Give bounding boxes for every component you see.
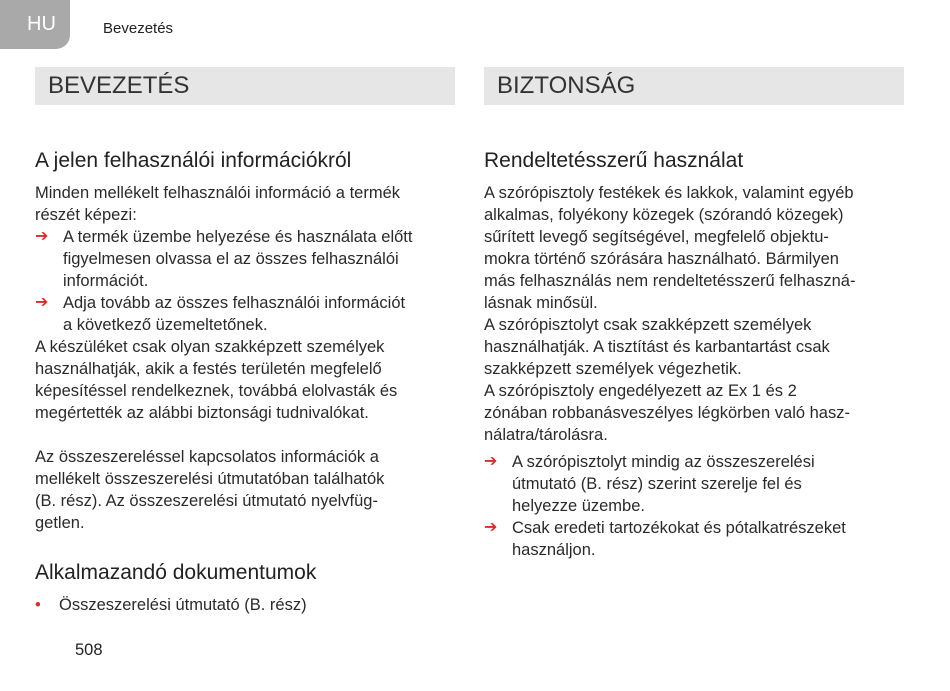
running-head: Bevezetés	[103, 20, 174, 37]
paragraph: A készüléket csak olyan szakképzett személyek használhatják, akik a festés területén megfelelő képesítéssel rendelkeznek, továbbá elolvasták és megértették az alábbi biztonsági tudnivalókat.	[35, 338, 398, 422]
paragraph: A szórópisztolyt csak szakképzett személyek használhatják. A tisztítást és karbantartást csak szakképzett személyek végezhetik.	[484, 316, 830, 378]
section-banner-introduction: BEVEZETÉS	[35, 67, 455, 105]
section-banner-safety: BIZTONSÁG	[484, 67, 904, 105]
arrow-right-icon: ➔	[484, 519, 498, 536]
paragraph: Az összeszereléssel kapcsolatos információk a mellékelt összeszerelési útmutatóban találhatók (B. rész). Az összeszerelési útmutató nyelvfüg- getlen.	[35, 448, 385, 532]
heading-about-user-info: A jelen felhasználói információkról	[35, 149, 352, 172]
page-number: 508	[75, 641, 103, 659]
arrow-right-icon: ➔	[35, 228, 49, 245]
arrow-right-icon: ➔	[484, 453, 498, 470]
bullet-icon: •	[35, 596, 41, 614]
heading-applicable-documents: Alkalmazandó dokumentumok	[35, 561, 317, 584]
right-column	[484, 148, 914, 561]
left-column	[35, 148, 460, 616]
document-item: • Összeszerelési útmutató (B. rész)	[35, 596, 307, 614]
instruction-list	[484, 451, 914, 561]
instruction-list	[35, 226, 460, 336]
paragraph: A szórópisztoly festékek és lakkok, valamint egyéb alkalmas, folyékony közegek (szórandó közegek) sűrített levegő segítségével, megfelelő objektu- mokra történő szórására használható. Bármilyen más felhasználás nem rendeltetésszerű felhaszná- lásnak minősül.	[484, 184, 856, 312]
paragraph: A szórópisztoly engedélyezett az Ex 1 és 2 zónában robbanásveszélyes légkörben való hasz- nálatra/tárolásra.	[484, 382, 850, 444]
instruction-item: ➔ A szórópisztolyt mindig az összeszerelési útmutató (B. rész) szerint szerelje fel és helyezze üzembe.	[484, 453, 815, 515]
instruction-item: ➔ Csak eredeti tartozékokat és pótalkatrészeket használjon.	[484, 519, 846, 559]
documents-list	[35, 594, 460, 616]
arrow-right-icon: ➔	[35, 294, 49, 311]
instruction-item: ➔ A termék üzembe helyezése és használata előtt figyelmesen olvassa el az összes felhasználói információt.	[35, 228, 413, 290]
heading-intended-use: Rendeltetésszerű használat	[484, 149, 744, 172]
instruction-item: ➔ Adja tovább az összes felhasználói információt a következő üzemeltetőnek.	[35, 294, 406, 334]
paragraph: Minden mellékelt felhasználói információ a termék részét képezi:	[35, 184, 400, 224]
language-code: HU	[27, 13, 56, 35]
language-tab	[0, 0, 70, 49]
